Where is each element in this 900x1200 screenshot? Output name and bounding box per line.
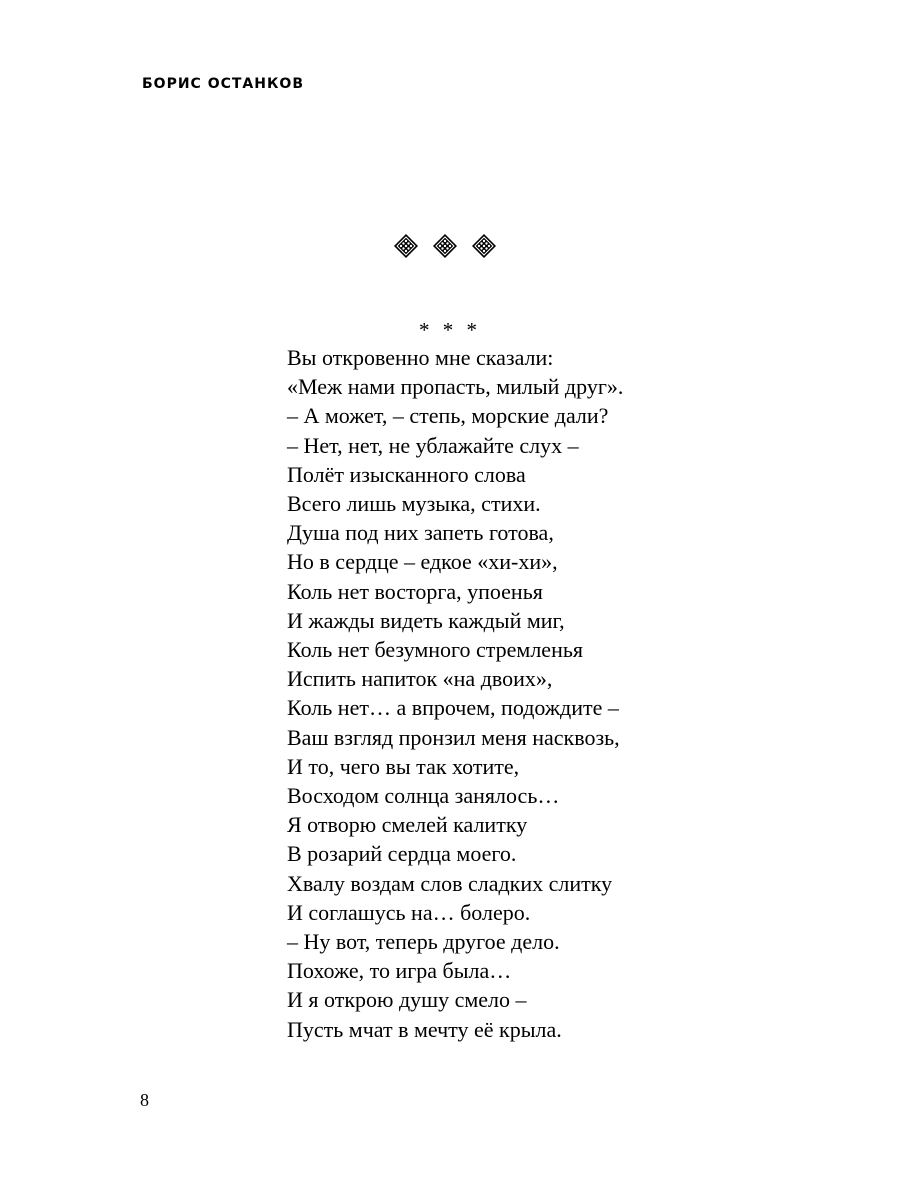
running-header-author: БОРИС ОСТАНКОВ (142, 76, 304, 92)
poem-line: И жажды видеть каждый миг, (287, 607, 565, 633)
poem-line: Хвалу воздам слов сладких слитку (287, 870, 613, 896)
poem-line: – Нет, нет, не ублажайте слух – (287, 432, 579, 458)
poem-separator: * * * (419, 318, 481, 342)
page-number: 8 (140, 1090, 149, 1110)
poem-line: И я открою душу смело – (287, 987, 527, 1013)
poem-line: И то, чего вы так хотите, (287, 753, 520, 779)
poem-line: Вы откровенно мне сказали: (287, 345, 554, 370)
poem-text (287, 343, 623, 1044)
poem-line: Испить напиток «на двоих», (287, 666, 553, 692)
poem-line: Я отворю смелей калитку (287, 812, 528, 838)
poem-line: И соглашусь на… болеро. (287, 899, 531, 925)
poem-line: Ваш взгляд пронзил меня насквозь, (287, 724, 620, 750)
section-ornament (393, 233, 497, 259)
poem-line: – Ну вот, теперь другое дело. (287, 929, 560, 955)
poem-line: – А может, – степь, морские дали? (287, 403, 609, 429)
diamond-lattice-icon (432, 233, 458, 259)
poem-line: Восходом солнца занялось… (287, 783, 560, 809)
poem-line: Всего лишь музыка, стихи. (287, 491, 541, 517)
poem-line: Коль нет восторга, упоенья (287, 578, 543, 604)
poem-line: В розарий сердца моего. (287, 841, 517, 867)
poem-line: Душа под них запеть готова, (287, 520, 554, 546)
poem-line: Коль нет безумного стремленья (287, 637, 584, 663)
poem-line: Полёт изысканного слова (287, 461, 526, 487)
poem-line: Но в сердце – едкое «хи-хи», (287, 549, 558, 575)
diamond-lattice-icon (471, 233, 497, 259)
poem-line: Коль нет… а впрочем, подождите – (287, 695, 619, 721)
poem-line: Похоже, то игра была… (287, 958, 512, 984)
poem-line: Пусть мчат в мечту её крыла. (287, 1016, 562, 1042)
poem-line: «Меж нами пропасть, милый друг». (287, 374, 624, 400)
diamond-lattice-icon (393, 233, 419, 259)
